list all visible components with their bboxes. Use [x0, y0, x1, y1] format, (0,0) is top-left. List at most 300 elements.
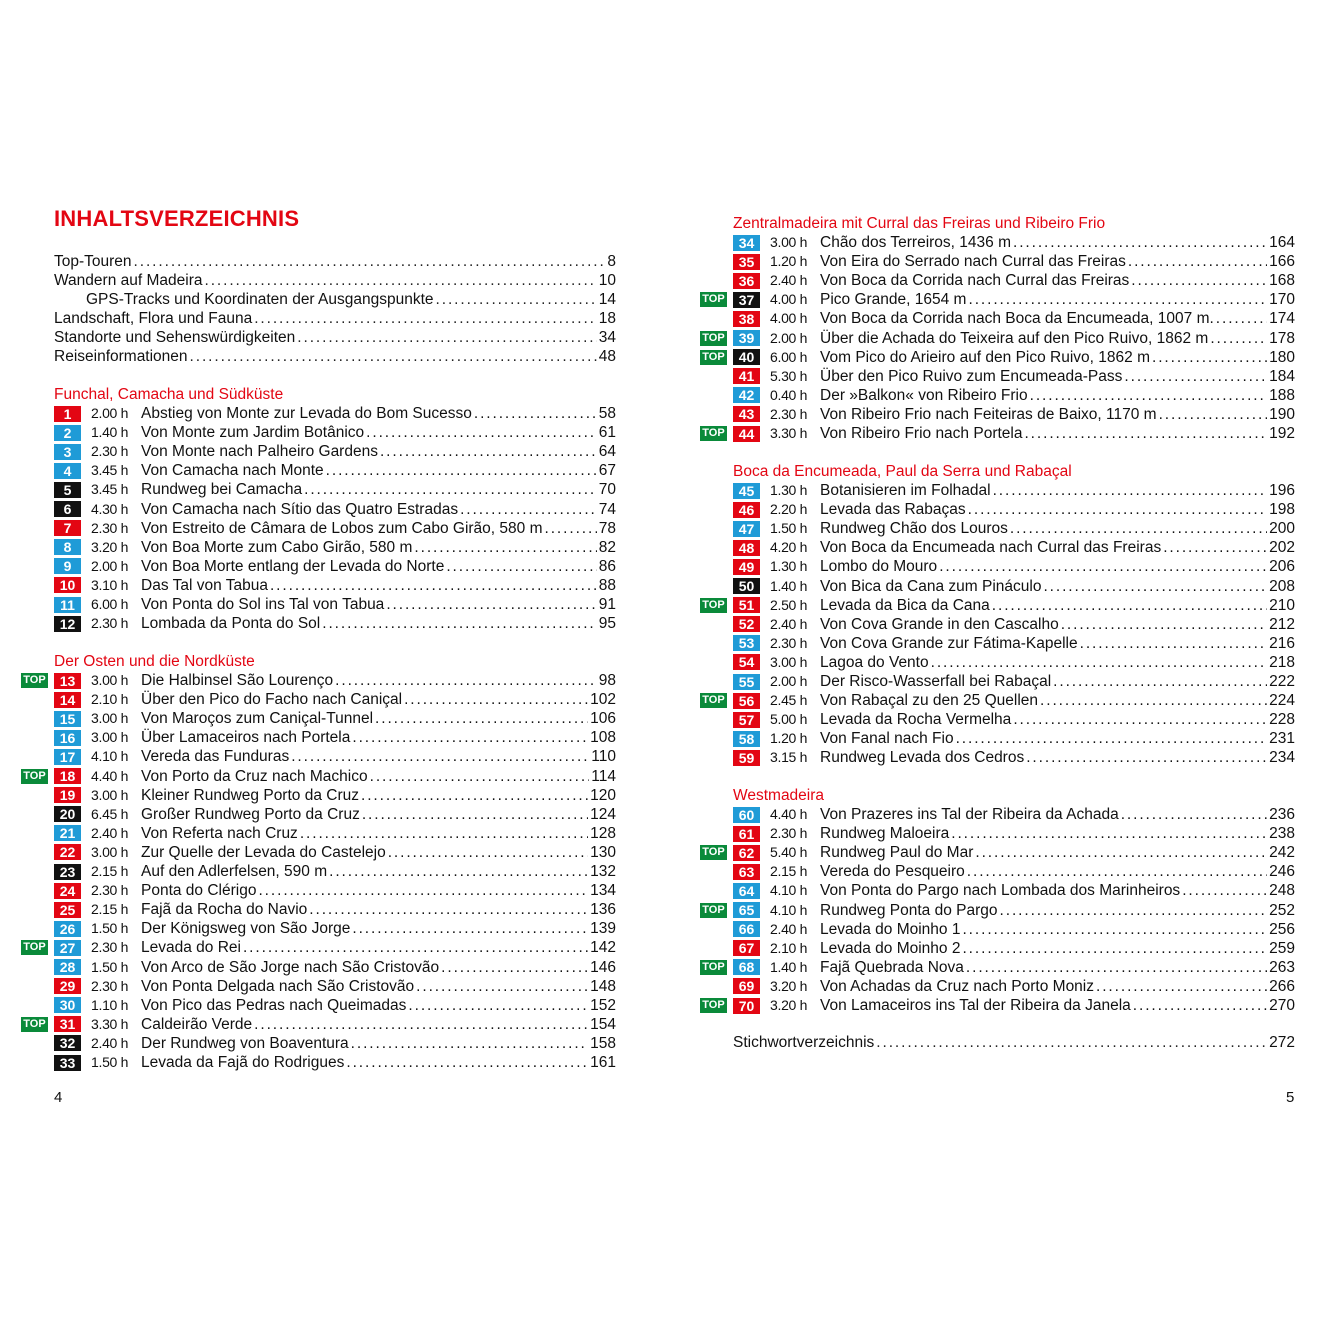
dot-leader: [416, 977, 588, 996]
dot-leader: [297, 328, 596, 347]
tour-duration: 4.00 h: [770, 291, 808, 308]
dot-leader: [346, 1053, 588, 1072]
tour-duration: 2.00 h: [91, 405, 129, 422]
tour-duration: 2.40 h: [91, 1034, 129, 1051]
tour-number-badge: 17: [54, 749, 81, 765]
tour-entry[interactable]: [733, 939, 1295, 958]
tour-entry[interactable]: [23, 938, 616, 957]
tour-title: Der Rundweg von Boaventura: [141, 1034, 349, 1052]
tour-entry[interactable]: [54, 747, 616, 766]
tour-number-badge: 3: [54, 444, 81, 460]
tour-duration: 1.20 h: [770, 730, 808, 747]
tour-number-badge: 29: [54, 978, 81, 994]
section-heading: Westmadeira: [733, 787, 825, 804]
toc-entry[interactable]: [54, 271, 616, 290]
tour-title: Abstieg von Monte zur Levada do Bom Sucesso: [141, 405, 472, 423]
tour-entry[interactable]: [733, 557, 1295, 576]
tour-entry[interactable]: [54, 977, 616, 996]
tour-page: 236: [1269, 806, 1295, 824]
tour-entry[interactable]: [702, 958, 1295, 977]
tour-title: Von Rabaçal zu den 25 Quellen: [820, 692, 1039, 710]
tour-entry[interactable]: [733, 386, 1295, 405]
tour-title: Von Cova Grande in den Cascalho: [820, 615, 1059, 633]
tour-title: Lagoa do Vento: [820, 653, 929, 671]
toc-entry-title: Standorte und Sehenswürdigkeiten: [54, 329, 296, 347]
tour-entry[interactable]: [733, 710, 1295, 729]
dot-leader: [966, 958, 1267, 977]
tour-entry[interactable]: [733, 481, 1295, 500]
tour-duration: 3.00 h: [91, 729, 129, 746]
tour-duration: 2.15 h: [91, 901, 129, 918]
tour-page: 212: [1269, 615, 1295, 633]
tour-number-badge: 45: [733, 483, 760, 499]
tour-entry[interactable]: [733, 862, 1295, 881]
section-heading: Funchal, Camacha und Südküste: [54, 386, 284, 403]
tour-title: Von Estreito de Câmara de Lobos zum Cabo Girão, 580 m: [141, 519, 543, 537]
tour-number-badge: 66: [733, 921, 760, 937]
tour-duration: 3.15 h: [770, 749, 808, 766]
dot-leader: [436, 290, 597, 309]
tour-number-badge: 10: [54, 577, 81, 593]
tour-page: 188: [1269, 386, 1295, 404]
top-tour-badge: TOP: [700, 960, 727, 975]
tour-page: 114: [591, 767, 616, 785]
tour-entry[interactable]: [733, 881, 1295, 900]
toc-entry-title: Landschaft, Flora und Fauna: [54, 310, 253, 328]
tour-entry[interactable]: [54, 862, 616, 881]
tour-duration: 2.45 h: [770, 692, 808, 709]
tour-duration: 2.30 h: [91, 939, 129, 956]
tour-duration: 5.30 h: [770, 367, 808, 384]
tour-title: Rundweg bei Camacha: [141, 481, 303, 499]
tour-duration: 2.30 h: [91, 615, 129, 632]
tour-title: Von Camacha nach Sítio das Quatro Estradas: [141, 500, 459, 518]
tour-title: Von Boa Morte zum Cabo Girão, 580 m: [141, 538, 413, 556]
tour-page: 202: [1269, 539, 1295, 557]
tour-number-badge: 35: [733, 254, 760, 270]
tour-title: Levada da Rocha Vermelha: [820, 711, 1012, 729]
tour-number-badge: 42: [733, 387, 760, 403]
tour-title: Von Ponta Delgada nach São Cristovão: [141, 977, 415, 995]
tour-title: Von Ponta do Sol ins Tal von Tabua: [141, 596, 385, 614]
tour-entry[interactable]: [23, 1015, 616, 1034]
tour-title: Von Cova Grande zur Fátima-Kapelle: [820, 634, 1078, 652]
tour-entry[interactable]: [702, 348, 1295, 367]
dot-leader: [1026, 748, 1267, 767]
front-matter-list: [54, 252, 616, 367]
tour-title: Botanisieren im Folhadal: [820, 482, 991, 500]
tour-duration: 3.00 h: [91, 786, 129, 803]
tour-number-badge: 57: [733, 712, 760, 728]
tour-entry[interactable]: [54, 958, 616, 977]
tour-duration: 2.40 h: [770, 272, 808, 289]
tour-page: 74: [598, 500, 616, 518]
toc-entry-page: 34: [598, 329, 616, 347]
toc-entry[interactable]: [54, 347, 616, 366]
tour-entry[interactable]: [733, 977, 1295, 996]
tour-page: 82: [598, 538, 616, 556]
tour-number-badge: 68: [733, 959, 760, 975]
toc-entry-page: 8: [607, 253, 616, 270]
tour-title: Die Halbinsel São Lourenço: [141, 672, 334, 690]
dot-leader: [1124, 367, 1267, 386]
tour-title: Zur Quelle der Levada do Castelejo: [141, 843, 386, 861]
tour-entry[interactable]: [54, 1053, 616, 1072]
tour-number-badge: 70: [733, 998, 760, 1014]
tour-entry[interactable]: [54, 690, 616, 709]
tour-title: Von Referta nach Cruz: [141, 824, 298, 842]
tour-entry[interactable]: [733, 920, 1295, 939]
tour-entry[interactable]: [54, 614, 616, 633]
toc-entry[interactable]: [733, 1033, 1295, 1052]
tour-title: Levada do Moinho 1: [820, 920, 961, 938]
dot-leader: [375, 709, 588, 728]
dot-leader: [441, 958, 588, 977]
tour-page: 132: [590, 863, 616, 881]
tour-entry[interactable]: [54, 900, 616, 919]
dot-leader: [1000, 901, 1268, 920]
tour-entry[interactable]: [733, 309, 1295, 328]
dot-leader: [254, 1015, 588, 1034]
tour-duration: 2.10 h: [91, 691, 129, 708]
tour-number-badge: 50: [733, 578, 760, 594]
tour-entry[interactable]: [54, 404, 616, 423]
tour-title: Von Boca da Corrida nach Curral das Freiras: [820, 272, 1130, 290]
top-tour-badge: TOP: [700, 598, 727, 613]
tour-number-badge: 20: [54, 806, 81, 822]
tour-page: 110: [591, 748, 616, 766]
toc-entry-title: Reiseinformationen: [54, 348, 188, 366]
tour-page: 164: [1269, 234, 1295, 252]
tour-duration: 5.40 h: [770, 844, 808, 861]
tour-entry[interactable]: [733, 405, 1295, 424]
tour-page: 146: [590, 958, 616, 976]
dot-leader: [386, 595, 596, 614]
dot-leader: [1152, 348, 1267, 367]
tour-duration: 1.30 h: [770, 482, 808, 499]
tour-number-badge: 48: [733, 540, 760, 556]
tour-number-badge: 13: [54, 673, 81, 689]
tour-entry[interactable]: [702, 843, 1295, 862]
tour-entry[interactable]: [702, 424, 1295, 443]
dot-leader: [1061, 615, 1267, 634]
tour-entry[interactable]: [733, 577, 1295, 596]
dot-leader: [1030, 386, 1268, 405]
tour-page: 238: [1269, 825, 1295, 843]
tour-number-badge: 5: [54, 482, 81, 498]
toc-entry-page: 272: [1269, 1034, 1295, 1051]
tour-duration: 1.50 h: [91, 1053, 129, 1070]
tour-title: Fajã Quebrada Nova: [820, 958, 964, 976]
tour-page: 91: [598, 596, 616, 614]
tour-duration: 2.40 h: [91, 824, 129, 841]
tour-page: 128: [590, 824, 616, 842]
toc-entry[interactable]: [54, 328, 616, 347]
tour-title: Von Monte nach Palheiro Gardens: [141, 443, 378, 461]
tour-entry[interactable]: [733, 519, 1295, 538]
tour-number-badge: 6: [54, 501, 81, 517]
tour-duration: 3.00 h: [91, 672, 129, 689]
tour-title: Rundweg Maloeira: [820, 825, 950, 843]
tour-number-badge: 30: [54, 997, 81, 1013]
top-tour-badge: TOP: [700, 426, 727, 441]
tour-title: Levada da Bica da Cana: [820, 596, 990, 614]
tour-entry[interactable]: [733, 233, 1295, 252]
tour-page: 180: [1269, 348, 1295, 366]
dot-leader: [352, 728, 588, 747]
tour-duration: 2.00 h: [91, 557, 129, 574]
tour-entry[interactable]: [54, 500, 616, 519]
tour-duration: 1.50 h: [91, 920, 129, 937]
tour-duration: 4.40 h: [91, 767, 129, 784]
tour-number-badge: 2: [54, 425, 81, 441]
tour-page: 231: [1269, 730, 1295, 748]
tour-entry[interactable]: [733, 500, 1295, 519]
tour-entry[interactable]: [54, 919, 616, 938]
tour-number-badge: 31: [54, 1016, 81, 1032]
tour-number-badge: 47: [733, 521, 760, 537]
tour-page: 222: [1269, 673, 1295, 691]
tour-entry[interactable]: [54, 480, 616, 499]
tour-entry[interactable]: [54, 423, 616, 442]
tour-entry[interactable]: [54, 786, 616, 805]
tour-entry[interactable]: [733, 538, 1295, 557]
tour-duration: 3.30 h: [770, 425, 808, 442]
section-zentral: [702, 214, 1295, 443]
tour-entry[interactable]: [54, 843, 616, 862]
tour-number-badge: 61: [733, 826, 760, 842]
tour-entry[interactable]: [702, 901, 1295, 920]
tour-page: 184: [1269, 367, 1295, 385]
dot-leader: [975, 843, 1267, 862]
tour-duration: 1.20 h: [770, 253, 808, 270]
top-tour-badge: TOP: [21, 673, 48, 688]
tour-entry[interactable]: [733, 729, 1295, 748]
section-heading: Der Osten und die Nordküste: [54, 653, 255, 670]
tour-duration: 5.00 h: [770, 711, 808, 728]
tour-entry[interactable]: [54, 728, 616, 747]
dot-leader: [962, 920, 1267, 939]
tour-entry[interactable]: [702, 596, 1295, 615]
tour-entry[interactable]: [54, 595, 616, 614]
section-heading: Zentralmadeira mit Curral das Freiras und Ribeiro Frio: [733, 215, 1106, 232]
tour-page: 78: [598, 519, 616, 537]
tour-page: 216: [1269, 634, 1295, 652]
dot-leader: [1133, 996, 1267, 1015]
dot-leader: [446, 557, 596, 576]
toc-entry-title: Top-Touren: [54, 253, 132, 270]
dot-leader: [1010, 519, 1267, 538]
tour-page: 67: [598, 462, 616, 480]
tour-page: 208: [1269, 577, 1295, 595]
tour-entry[interactable]: [54, 442, 616, 461]
tour-page: 64: [598, 443, 616, 461]
back-matter-list: [733, 1033, 1295, 1052]
tour-entry[interactable]: [733, 805, 1295, 824]
tour-number-badge: 19: [54, 787, 81, 803]
dot-leader: [545, 519, 597, 538]
toc-entry[interactable]: [54, 309, 616, 328]
tour-page: 246: [1269, 863, 1295, 881]
tour-duration: 4.40 h: [770, 806, 808, 823]
tour-page: 130: [590, 843, 616, 861]
tour-duration: 2.15 h: [770, 863, 808, 880]
dot-leader: [329, 862, 588, 881]
tour-page: 248: [1269, 882, 1295, 900]
top-tour-badge: TOP: [21, 1017, 48, 1032]
tour-number-badge: 43: [733, 406, 760, 422]
tour-entry[interactable]: [54, 576, 616, 595]
tour-entry[interactable]: [733, 672, 1295, 691]
tour-title: Rundweg Ponta do Pargo: [820, 901, 998, 919]
tour-page: 152: [590, 996, 616, 1014]
dot-leader: [1163, 538, 1267, 557]
toc-entry-page: 10: [598, 272, 616, 290]
tour-number-badge: 26: [54, 921, 81, 937]
toc-entry[interactable]: [54, 290, 616, 309]
dot-leader: [967, 862, 1267, 881]
tour-number-badge: 58: [733, 731, 760, 747]
tour-page: 136: [590, 901, 616, 919]
tour-duration: 2.30 h: [91, 977, 129, 994]
tour-entry[interactable]: [54, 996, 616, 1015]
tour-number-badge: 34: [733, 235, 760, 251]
tour-entry[interactable]: [54, 805, 616, 824]
tour-number-badge: 65: [733, 902, 760, 918]
tour-entry[interactable]: [733, 653, 1295, 672]
tour-title: Kleiner Rundweg Porto da Cruz: [141, 786, 359, 804]
tour-entry[interactable]: [733, 634, 1295, 653]
tour-entry[interactable]: [23, 767, 616, 786]
tour-number-badge: 25: [54, 902, 81, 918]
tour-duration: 2.00 h: [770, 673, 808, 690]
tour-page: 234: [1269, 749, 1295, 767]
tour-title: Das Tal von Tabua: [141, 576, 268, 594]
tour-page: 102: [590, 691, 616, 709]
tour-title: Der »Balkon« von Ribeiro Frio: [820, 386, 1028, 404]
tour-entry[interactable]: [702, 996, 1295, 1015]
dot-leader: [352, 919, 588, 938]
dot-leader: [1024, 424, 1267, 443]
tour-title: Großer Rundweg Porto da Cruz: [141, 805, 360, 823]
dot-leader: [309, 900, 588, 919]
tour-entry[interactable]: [733, 615, 1295, 634]
tour-duration: 3.20 h: [91, 538, 129, 555]
tour-title: Der Risco-Wasserfall bei Rabaçal: [820, 673, 1052, 691]
top-tour-badge: TOP: [21, 940, 48, 955]
tour-page: 120: [590, 786, 616, 804]
tour-title: Von Lamaceiros ins Tal der Ribeira da Janela: [820, 997, 1131, 1015]
tour-number-badge: 55: [733, 674, 760, 690]
tour-number-badge: 59: [733, 750, 760, 766]
tour-entry[interactable]: [54, 538, 616, 557]
tour-title: Von Boca da Corrida nach Boca da Encumeada, 1007 m.: [820, 310, 1214, 328]
tour-page: 192: [1269, 425, 1295, 443]
tour-duration: 6.00 h: [91, 596, 129, 613]
tour-entry[interactable]: [54, 824, 616, 843]
dot-leader: [1159, 405, 1268, 424]
dot-leader: [380, 442, 597, 461]
dot-leader: [474, 404, 597, 423]
dot-leader: [351, 1034, 588, 1053]
dot-leader: [361, 786, 588, 805]
tour-page: 142: [590, 939, 616, 957]
toc-entry-line: [54, 252, 616, 271]
tour-title: Von Camacha nach Monte: [141, 462, 324, 480]
tour-entry[interactable]: [54, 1034, 616, 1053]
tour-page: 200: [1269, 520, 1295, 538]
tour-page: 108: [590, 729, 616, 747]
tour-title: Levada das Rabaças: [820, 501, 966, 519]
tour-page: 61: [598, 424, 616, 442]
tour-title: Auf den Adlerfelsen, 590 m: [141, 863, 328, 881]
tour-page: 210: [1269, 596, 1295, 614]
dot-leader: [951, 824, 1267, 843]
tour-page: 154: [590, 1015, 616, 1033]
tour-page: 224: [1269, 692, 1295, 710]
dot-leader: [1040, 691, 1267, 710]
tour-title: Von Ribeiro Frio nach Portela: [820, 425, 1023, 443]
tour-title: Von Pico das Pedras nach Queimadas: [141, 996, 407, 1014]
tour-title: Rundweg Paul do Mar: [820, 844, 974, 862]
tour-entry[interactable]: [733, 367, 1295, 386]
tour-duration: 4.20 h: [770, 539, 808, 556]
tour-title: Über den Pico Ruivo zum Encumeada-Pass: [820, 367, 1123, 385]
tour-page: 98: [598, 672, 616, 690]
tour-title: Rundweg Chão dos Louros: [820, 520, 1008, 538]
tour-entry[interactable]: [733, 252, 1295, 271]
tour-page: 190: [1269, 405, 1295, 423]
tour-title: Vereda do Pesqueiro: [820, 863, 965, 881]
tour-number-badge: 16: [54, 730, 81, 746]
toc-entry-line: [733, 1033, 1295, 1052]
tour-entry[interactable]: [54, 557, 616, 576]
dot-leader: [404, 690, 588, 709]
tour-entry[interactable]: [733, 748, 1295, 767]
tour-duration: 1.40 h: [770, 577, 808, 594]
tour-entry[interactable]: [733, 824, 1295, 843]
dot-leader: [968, 290, 1267, 309]
tour-page: 106: [590, 710, 616, 728]
dot-leader: [414, 538, 596, 557]
tour-entry[interactable]: [54, 709, 616, 728]
tour-entry[interactable]: [702, 329, 1295, 348]
tour-duration: 4.10 h: [770, 901, 808, 918]
tour-entry[interactable]: [54, 881, 616, 900]
tour-number-badge: 51: [733, 597, 760, 613]
tour-duration: 6.45 h: [91, 805, 129, 822]
tour-duration: 0.40 h: [770, 386, 808, 403]
tour-entry[interactable]: [702, 290, 1295, 309]
dot-leader: [992, 596, 1267, 615]
tour-entry[interactable]: [702, 691, 1295, 710]
tour-title: Von Prazeres ins Tal der Ribeira da Achada: [820, 806, 1119, 824]
tour-title: Von Monte zum Jardim Botânico: [141, 424, 365, 442]
dot-leader: [270, 576, 597, 595]
toc-entry[interactable]: [54, 252, 616, 271]
section-funchal: [54, 385, 616, 633]
tour-entry[interactable]: [733, 271, 1295, 290]
tour-entry[interactable]: [23, 671, 616, 690]
top-tour-badge: TOP: [700, 693, 727, 708]
dot-leader: [956, 729, 1268, 748]
tour-number-badge: 14: [54, 692, 81, 708]
tour-number-badge: 52: [733, 616, 760, 632]
tour-number-badge: 24: [54, 883, 81, 899]
tour-entry[interactable]: [54, 519, 616, 538]
tour-title: Levada da Fajã do Rodrigues: [141, 1053, 345, 1071]
tour-entry[interactable]: [54, 461, 616, 480]
